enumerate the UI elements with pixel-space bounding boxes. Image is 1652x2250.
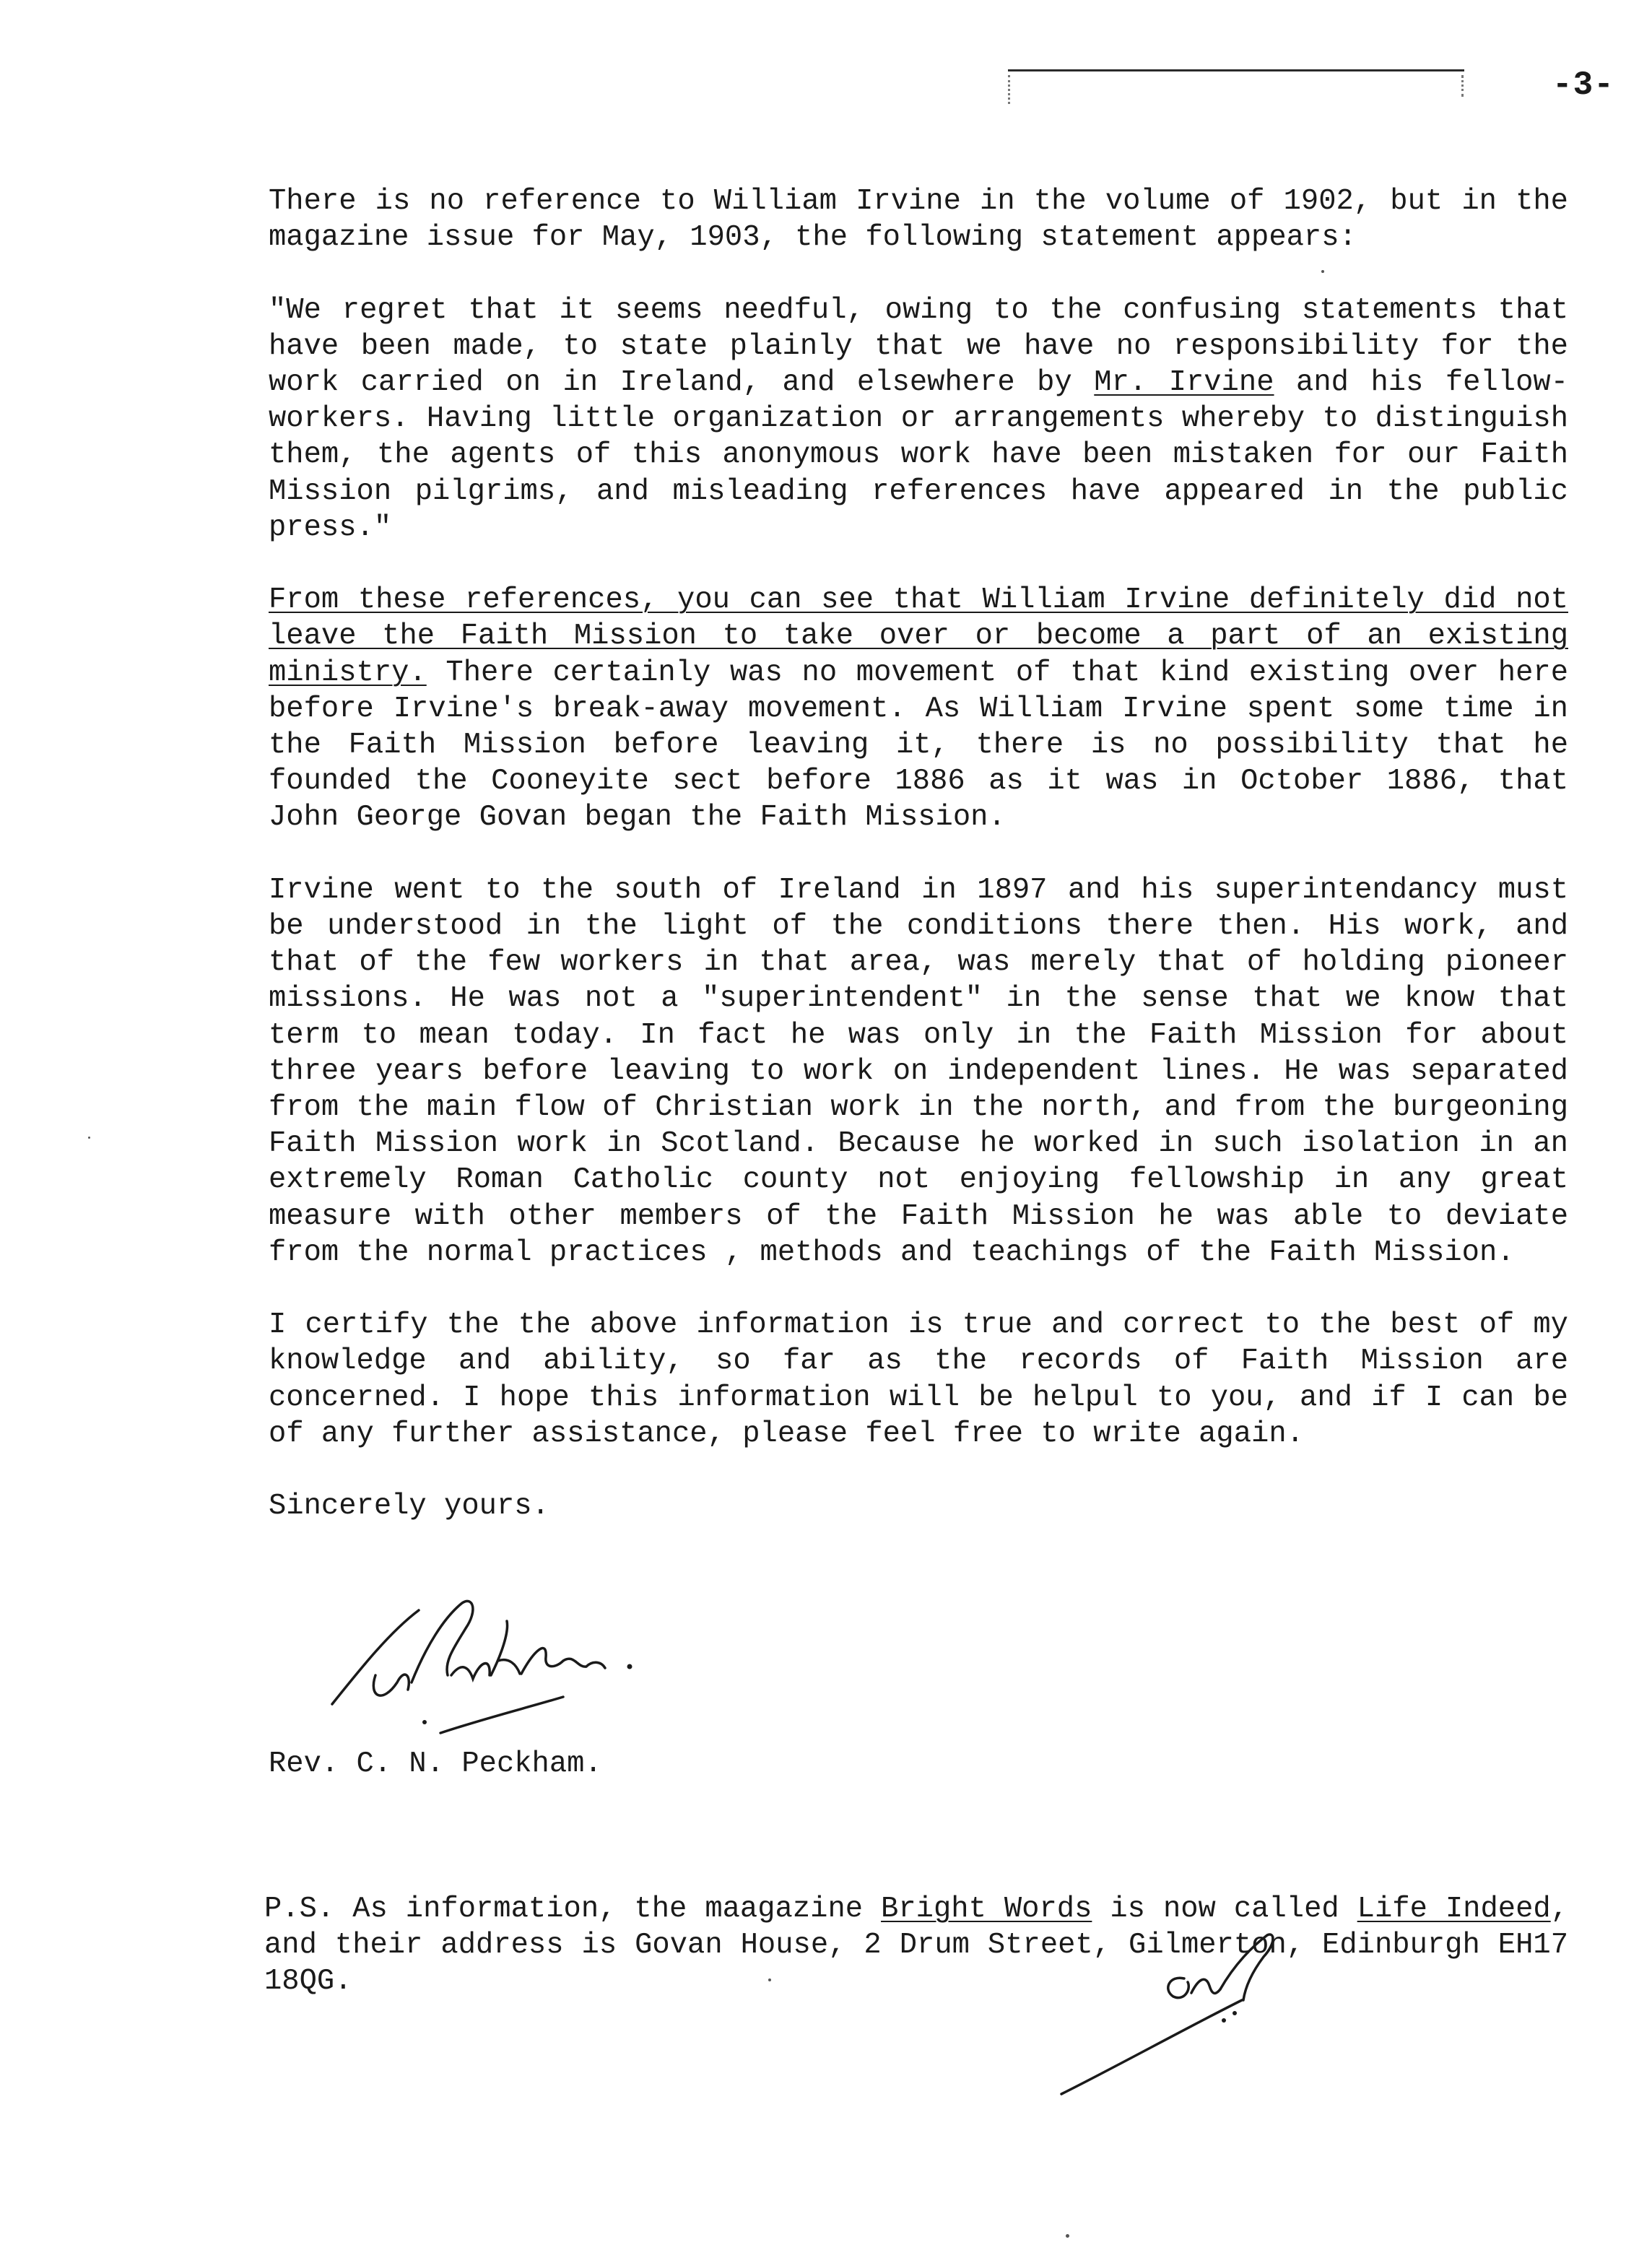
ink-speck (88, 1137, 90, 1139)
ink-speck (1321, 270, 1324, 273)
signatory-name: Rev. C. N. Peckham. (269, 1747, 602, 1781)
text-run: There certainly was no movement of that kind existing over here before Irvine's break-away movement. As William Irvine spent some time in the Faith Mission before leaving it, there is no possibility that he founded the Cooneyite sect before 1886 as it was in October 1886, that John George Govan began the Faith Mission. (269, 656, 1568, 835)
ink-speck (768, 1978, 771, 1981)
text-run: is now called (1092, 1892, 1357, 1926)
postscript (264, 1891, 1568, 2000)
margin-dots (1008, 75, 1013, 104)
underlined-text: Mr. Irvine (1094, 366, 1274, 399)
initials-handwriting-icon (1047, 1921, 1307, 2108)
paragraph (269, 582, 1568, 835)
signature (318, 1589, 693, 1740)
text-run: and his fellow-workers. Having little organization or arrangements whereby to distinguish them, the agents of this anonymous work have been mistaken for our Faith Mission pilgrims, and misleading references have appeared in the public press." (269, 366, 1568, 544)
text-run: P.S. As information, the maagazine (264, 1892, 882, 1926)
page-number: -3- (1552, 66, 1614, 104)
closing: Sincerely yours. (269, 1490, 549, 1524)
certification-paragraph (269, 1307, 1568, 1452)
signature-handwriting-icon (318, 1589, 693, 1740)
text-run: , and their address is Govan House, 2 Drum Street, Gilmerton, Edinburgh EH17 18QG. (264, 1892, 1568, 1998)
header-rule (1008, 69, 1464, 71)
underlined-text: Life Indeed (1357, 1892, 1551, 1926)
underlined-text: Bright Words (881, 1892, 1092, 1926)
text-run: There is no reference to William Irvine in the volume of 1902, but in the magazine issue for May, 1903, the following statement appears: (269, 185, 1568, 255)
paragraph (269, 872, 1568, 1271)
text-run: "We regret that it seems needful, owing to the confusing statements that have been made, to state plainly that we have no responsibility for the work carried on in Ireland, and elsewhere by (269, 293, 1568, 399)
initials-mark (1047, 1921, 1307, 2108)
paragraph (269, 183, 1568, 256)
ink-speck (1066, 2234, 1069, 2238)
margin-dots (1461, 75, 1466, 97)
text-run: Irvine went to the south of Ireland in 1897 and his superintendancy must be understood in the light of the conditions there then. His work, and that of the few workers in that area, was merely that of holding pioneer missions. He was not a "superintendent" in the sense that we know that term to mean today. In fact he was only in the Faith Mission for about three years before leaving to work on independent lines. He was separated from the main flow of Christian work in the north, and from the burgeoning Faith Mission work in Scotland. Because he worked in such isolation in an extremely Roman Catholic county not enjoying fellowship in any great measure with other members of the Faith Mission he was able to deviate from the normal practices , methods and teachings of the Faith Mission. (269, 873, 1568, 1269)
letter-body (269, 183, 1568, 1524)
underlined-text: From these references, you can see that William Irvine definitely did not leave the Faith Mission to take over or become a part of an existing ministry. (269, 583, 1568, 690)
quoted-statement (269, 292, 1568, 546)
text-run: I certify the the above information is true and correct to the best of my knowledge and ability, so far as the records of Faith Mission are concerned. I hope this information will be helpul to you, and if I can be of any further assistance, please feel free to write again. (269, 1308, 1568, 1451)
